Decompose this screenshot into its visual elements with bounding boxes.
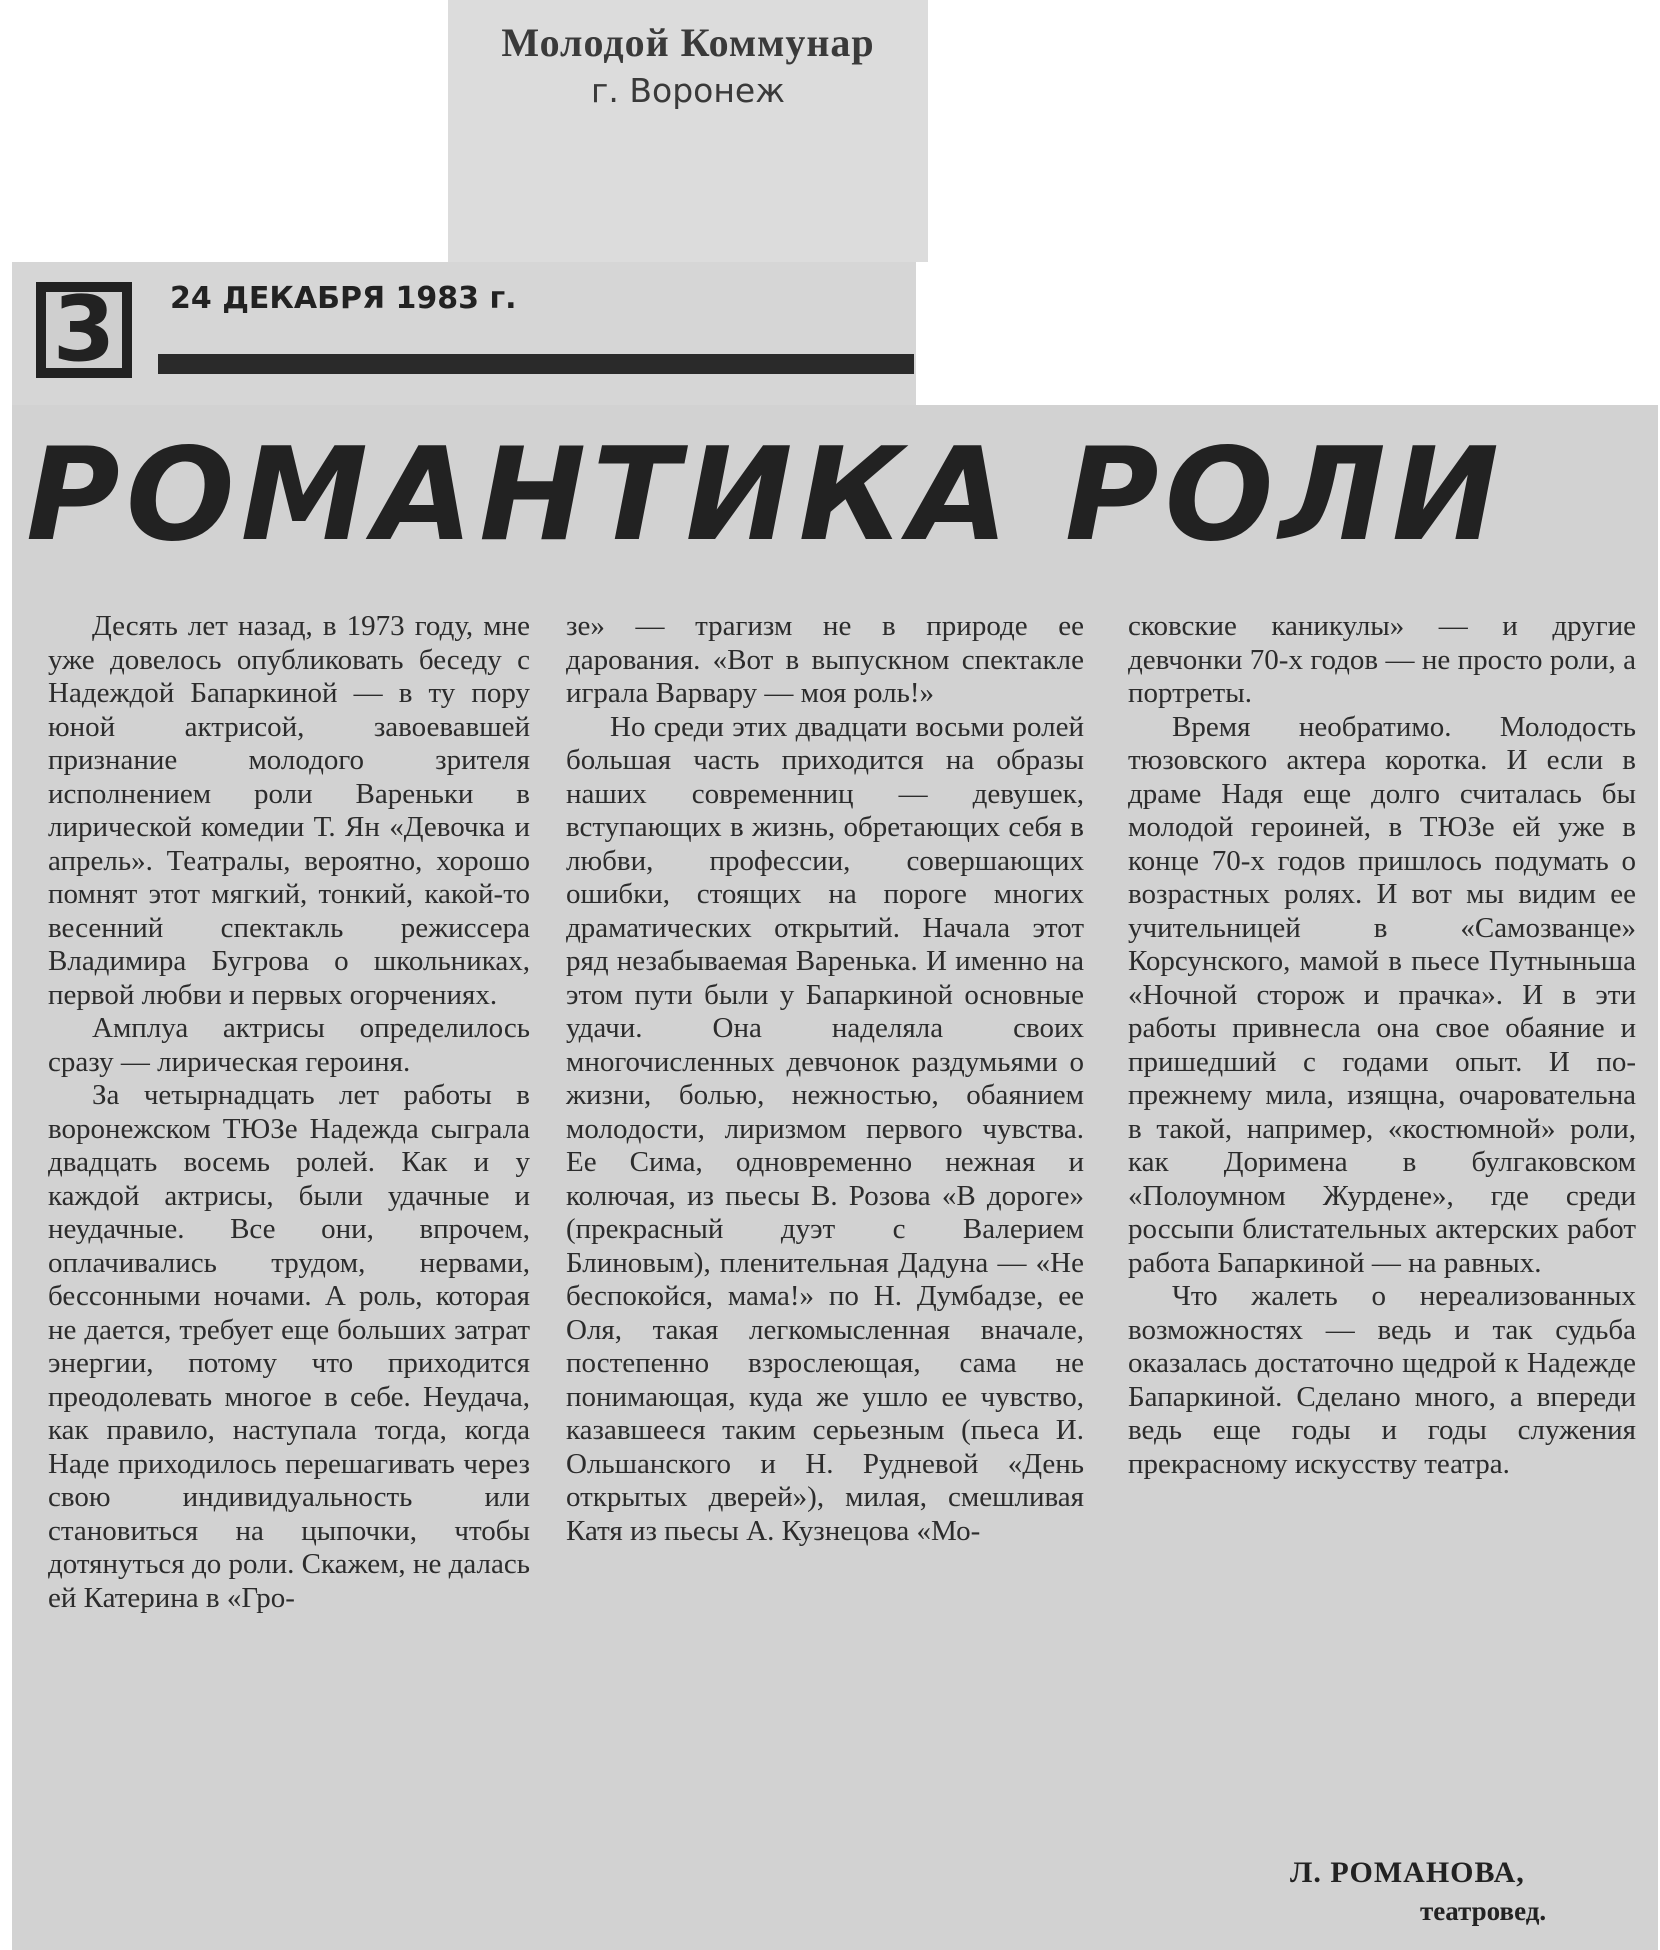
stamp-city: г. Воронеж (591, 71, 785, 110)
paragraph: Амплуа актрисы определилось сразу — лирическая героиня. (48, 1012, 530, 1078)
paragraph: зе» — трагизм не в природе ее дарования. «Вот в выпускном спектакле играла Варвару — моя роль!» (566, 610, 1084, 709)
paragraph: Время необратимо. Молодость тюзовского актера коротка. И если в драме Надя еще долго считалась бы молодой героиней, в ТЮЗе ей уже в конце 70-х годов пришлось подумать о возрастных ролях. И вот мы видим ее учительницей в «Самозванце» Корсунского, мамой в пьесе Путныньша «Ночной сторож и прачка». И в эти работы привнесла она свое обаяние и пришедший с годами опыт. И по-прежнему мила, изящна, очаровательна в такой, например, «костюмной» роли, как Доримена в булгаковском «Полоумном Журдене», где среди россыпи блистательных актерских работ работа Бапаркиной — на равных. (1128, 710, 1636, 1279)
paragraph: Что жалеть о нереализованных возможностях — ведь и так судьба оказалась достаточно щедрой к Надежде Бапаркиной. Сделано много, а впереди ведь еще годы и годы служения прекрасному искусству театра. (1128, 1280, 1636, 1480)
paragraph: Десять лет назад, в 1973 году, мне уже довелось опубликовать беседу с Надеждой Бапаркиной — в ту пору юной актрисой, завоевавшей признание молодого зрителя исполнением роли Вареньки в лирической комедии Т. Ян «Девочка и апрель». Театралы, вероятно, хорошо помнят этот мягкий, тонкий, какой-то весенний спектакль режиссера Владимира Бугрова о школьниках, первой любви и первых огорчениях. (48, 610, 530, 1011)
article-headline: РОМАНТИКА РОЛИ (26, 421, 1505, 570)
paragraph: Но среди этих двадцати восьми ролей большая часть приходится на образы наших современниц — девушек, вступающих в жизнь, обретающих себя в любви, профессии, совершающих ошибки, стоящих на пороге многих драматических открытий. Начала этот ряд незабываемая Варенька. И именно на этом пути были у Бапаркиной основные удачи. Она наделяла своих многочисленных девчонок раздумьями о жизни, болью, нежностью, обаянием молодости, лиризмом первого чувства. Ее Сима, одновременно нежная и колючая, из пьесы В. Розова «В дороге» (прекрасный дуэт с Валерием Блиновым), пленительная Дадуна — «Не беспокойся, мама!» по Н. Думбадзе, ее Оля, такая легкомысленная вначале, постепенно взрослеющая, сама не понимающая, куда же ушло ее чувство, казавшееся таким серьезным (пьеса И. Ольшанского и Н. Рудневой «День открытых дверей»), милая, смешливая Катя из пьесы А. Кузнецова «Мо- (566, 710, 1084, 1547)
article-column-2 (566, 610, 1084, 1548)
article-column-3 (1128, 610, 1636, 1481)
date-rule (158, 354, 914, 374)
paragraph: За четырнадцать лет работы в воронежском ТЮЗе Надежда сыграла двадцать восемь ролей. Как и у каждой актрисы, были удачные и неудачные. Все они, впрочем, оплачивались трудом, нервами, бессонными ночами. А роль, которая не дается, требует еще больших затрат энергии, потому что приходится преодолевать многое в себе. Неудача, как правило, наступала тогда, когда Наде приходилось перешагивать через свою индивидуальность или становиться на цыпочки, чтобы дотянуться до роли. Скажем, не далась ей Катерина в «Гро- (48, 1079, 530, 1614)
page-number: 3 (36, 282, 132, 378)
issue-date: 24 ДЕКАБРЯ 1983 г. (170, 281, 517, 316)
article-column-1 (48, 610, 530, 1615)
newspaper-stamp (448, 18, 928, 113)
author-role: театровед. (1420, 1896, 1547, 1926)
author-signature: Л. РОМАНОВА, (1290, 1856, 1525, 1889)
stamp-newspaper-name: Молодой Коммунар (501, 20, 875, 65)
paragraph: сковские каникулы» — и другие девчонки 70-х годов — не просто роли, а портреты. (1128, 610, 1636, 709)
